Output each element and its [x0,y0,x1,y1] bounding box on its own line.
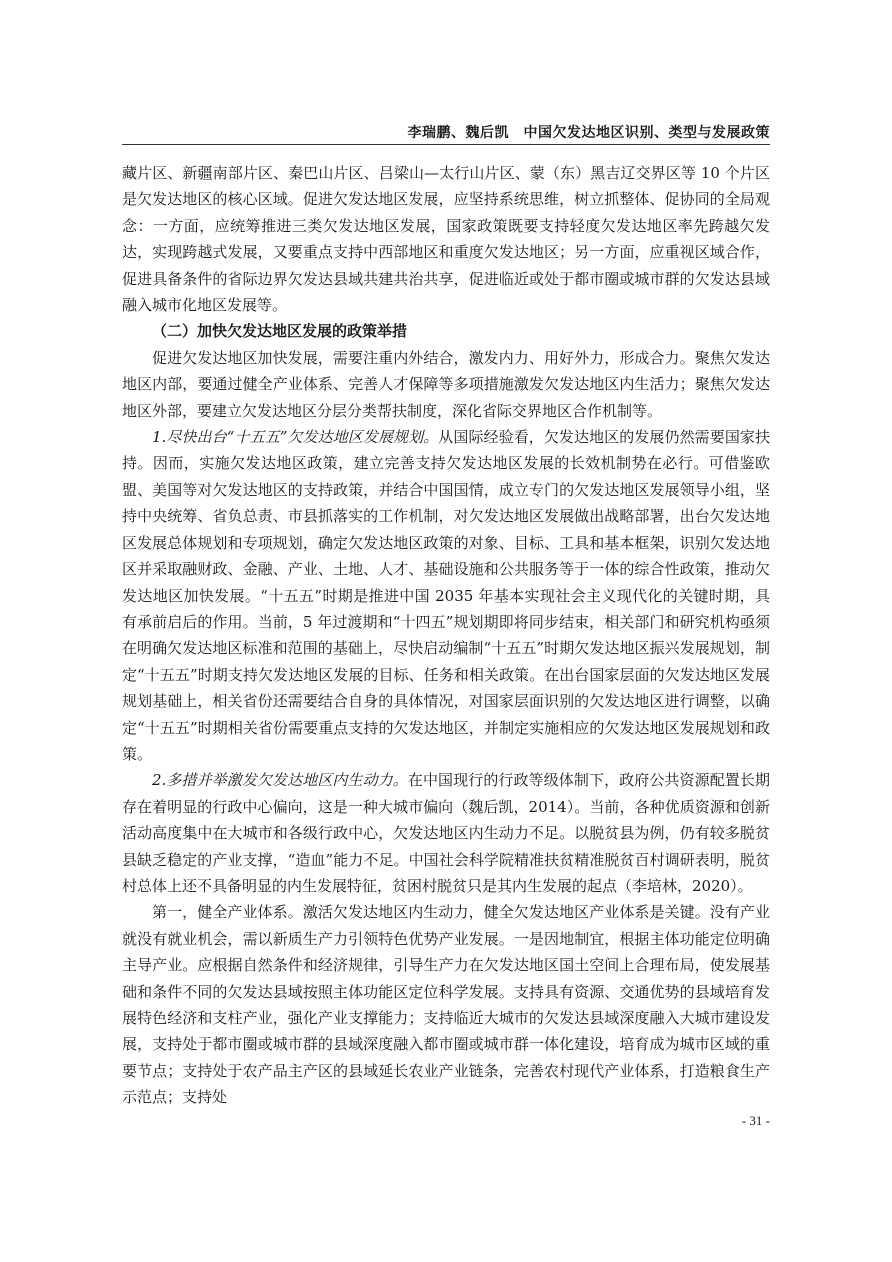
paragraph-continuation: 藏片区、新疆南部片区、秦巴山片区、吕梁山—太行山片区、蒙（东）黑吉辽交界区等 10 个片区是欠发达地区的核心区域。促进欠发达地区发展，应坚持系统思维，树立抓整体、促协同的全局观念：一方面，应统筹推进三类欠发达地区发展，国家政策既要支持轻度欠发达地区率先跨越欠发达，实现跨越式发展，又要重点支持中西部地区和重度欠发达地区；另一方面，应重视区域合作，促进具备条件的省际边界欠发达县域共建共治共享，促进临近或处于都市圈或城市群的欠发达县域融入城市化地区发展等。 [122,164,770,315]
article-body [122,160,770,1111]
paragraph-policy-2 [122,767,770,899]
policy-1-body: 从国际经验看，欠发达地区的发展仍然需要国家扶持。因而，实施欠发达地区政策，建立完善支持欠发达地区发展的长效机制势在必行。可借鉴欧盟、美国等对欠发达地区的支持政策，并结合中国国情，成立专门的欠发达地区发展领导小组，坚持中央统筹、省负总责、市县抓落实的工作机制，对欠发达地区发展做出战略部署，出台欠发达地区发展总体规划和专项规划，确定欠发达地区政策的对象、目标、工具和基本框架，识别欠发达地区并采取融财政、金融、产业、土地、人才、基础设施和公共服务等于一体的综合性政策，推动欠发达地区加快发展。“十五五”时期是推进中国 2035 年基本实现社会主义现代化的关键时期，具有承前启后的作用。当前，5 年过渡期和“十四五”规划期即将同步结束，相关部门和研究机构亟须在明确欠发达地区标准和范围的基础上，尽快启动编制“十五五”时期欠发达地区振兴发展规划，制定“十五五”时期支持欠发达地区发展的目标、任务和相关政策。在出台国家层面的欠发达地区发展规划基础上，相关省份还需要结合自身的具体情况，对国家层面识别的欠发达地区进行调整，以确定“十五五”时期相关省份需要重点支持的欠发达地区，并制定实施相应的欠发达地区发展规划和政策。 [122,428,770,763]
page-number: - 31 - [741,1113,770,1128]
section-heading: （二）加快欠发达地区发展的政策举措 [152,322,408,341]
paragraph-policy-1 [122,424,770,767]
paragraph-industry: 第一，健全产业体系。激活欠发达地区内生动力，健全欠发达地区产业体系是关键。没有产业就没有就业机会，需以新质生产力引领特色优势产业发展。一是因地制宜，根据主体功能定位明确主导产业。应根据自然条件和经济规律，引导生产力在欠发达地区国土空间上合理布局，使发展基础和条件不同的欠发达县域按照主体功能区定位科学发展。支持具有资源、交通优势的县域培育发展特色经济和支柱产业，强化产业支撑能力；支持临近大城市的欠发达县域深度融入大城市建设发展，支持处于都市圈或城市群的县域深度融入都市圈或城市群一体化建设，培育成为城市区域的重要节点；支持处于农产品主产区的县域延长农业产业链条，完善农村现代产业体系，打造粮食生产示范点；支持处 [122,903,770,1107]
policy-2-body: 在中国现行的行政等级体制下，政府公共资源配置长期存在着明显的行政中心偏向，这是一种大城市偏向（魏后凯，2014）。当前，各种优质资源和创新活动高度集中在大城市和各级行政中心，欠发达地区内生动力不足。以脱贫县为例，仍有较多脱贫县缺乏稳定的产业支撑，“造血”能力不足。中国社会科学院精准扶贫精准脱贫百村调研表明，脱贫村总体上还不具备明显的内生发展特征，贫困村脱贫只是其内生发展的起点（李培林，2020）。 [122,771,770,895]
header-rule [122,144,770,145]
paragraph-intro: 促进欠发达地区加快发展，需要注重内外结合，激发内力、用好外力，形成合力。聚焦欠发达地区内部，要通过健全产业体系、完善人才保障等多项措施激发欠发达地区内生活力；聚焦欠发达地区外部，要建立欠发达地区分层分类帮扶制度，深化省际交界地区合作机制等。 [122,348,770,420]
policy-2-lead: 2.多措并举激发欠发达地区内生动力。 [152,771,408,790]
policy-1-lead: 1.尽快出台“十五五”欠发达地区发展规划。 [152,428,439,447]
running-header: 李瑞鹏、魏后凯 中国欠发达地区识别、类型与发展政策 [407,125,770,141]
